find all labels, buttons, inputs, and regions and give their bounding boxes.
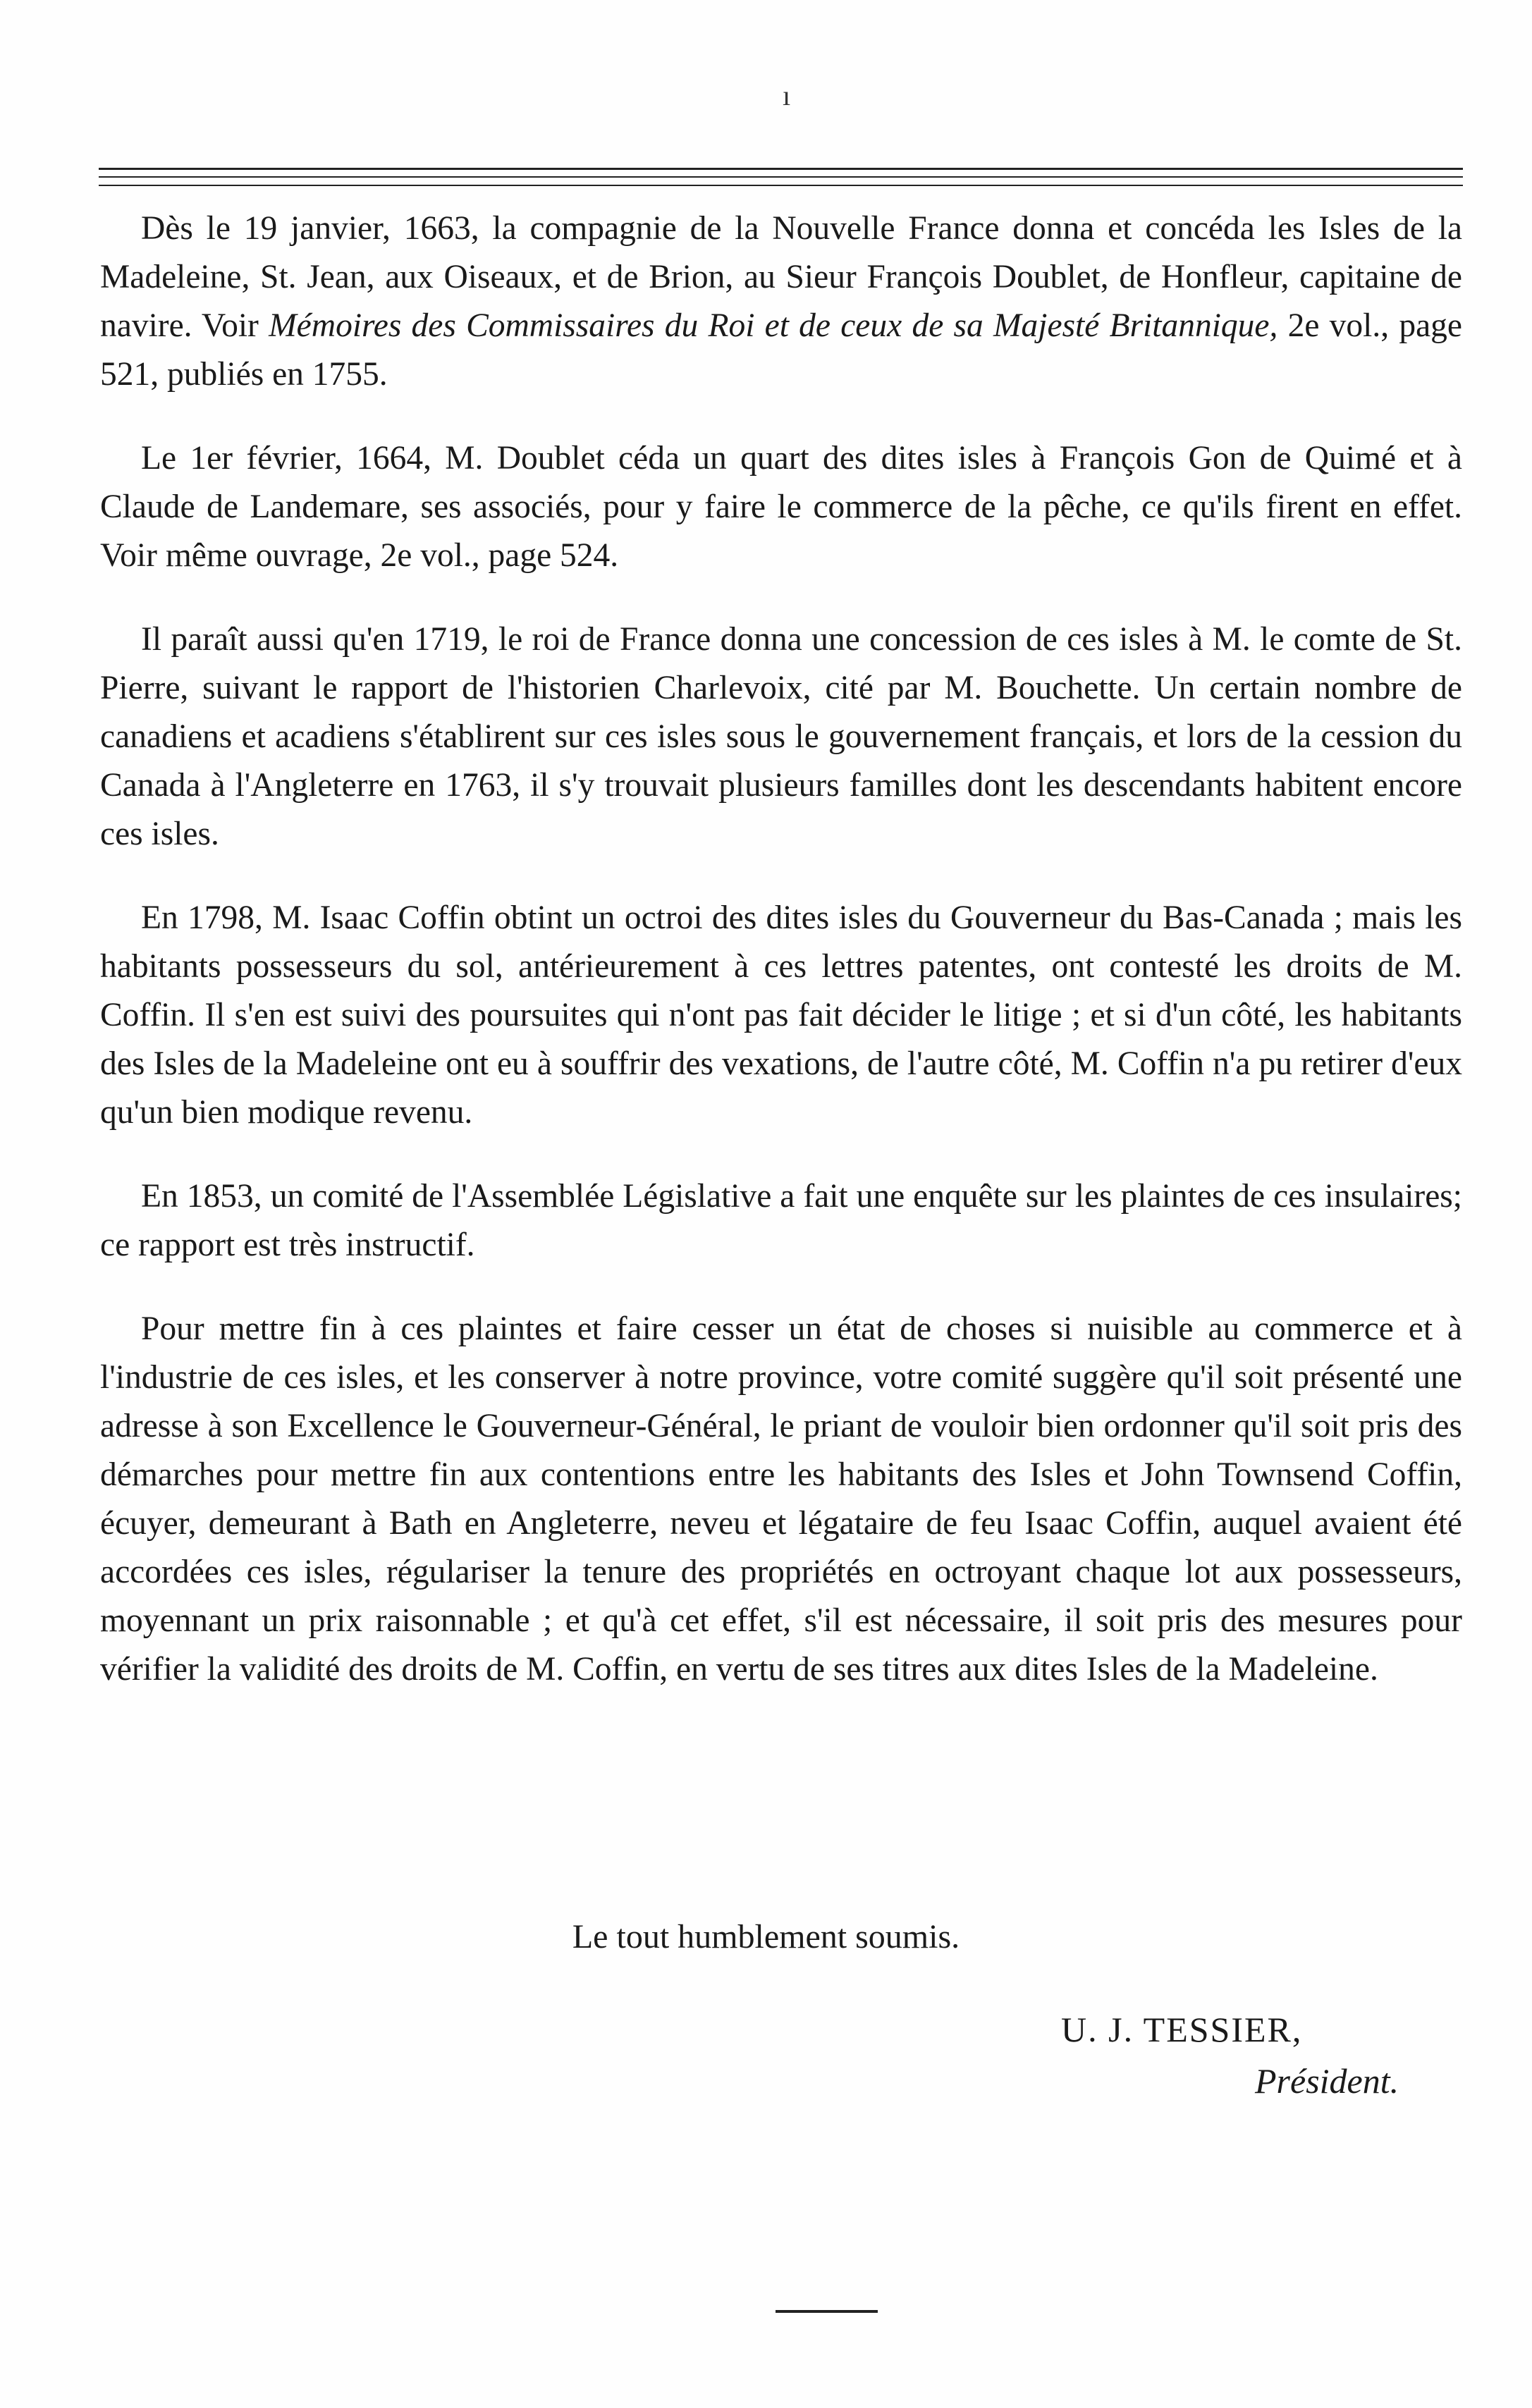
header-rule-top: [99, 168, 1463, 170]
signature-title: Président.: [1255, 2061, 1399, 2101]
paragraph-1-before: Dès le 19 janvier, 1663, la compagnie de la Nouvelle France donna et concéda les Isles de la Madeleine, St. Jean, aux Oiseaux, et de Brion, au Sieur François Doublet, de Honfleur, capitaine de navire. Voir: [100, 210, 1462, 344]
signature-name: U. J. TESSIER,: [1061, 2010, 1303, 2049]
paragraph-6: Pour mettre fin à ces plaintes et faire cesser un état de choses si nuisible au commerce et à l'industrie de ces isles, et les conserver à notre province, votre comité suggère qu'il soit présenté une adresse à son Excellence le Gouverneur-Général, le priant de vouloir bien ordonner qu'il soit pris des démarches pour mettre fin aux contentions entre les habitants des Isles et John Townsend Coffin, écuyer, demeurant à Bath en Angleterre, neveu et légataire de feu Isaac Coffin, auquel avaient été accordées ces isles, régulariser la tenure des propriétés en octroyant chaque lot aux possesseurs, moyennant un prix raisonnable ; et qu'à cet effet, s'il est nécessaire, il soit pris des mesures pour vérifier la validité des droits de M. Coffin, en vertu de ses titres aux dites Isles de la Madeleine.: [100, 1310, 1462, 1688]
body-text: [100, 204, 1462, 1729]
footer-rule: [776, 2310, 878, 2313]
paragraph-1-after: 2e vol., page 521, publiés en 1755.: [100, 307, 1462, 393]
header-rule-bottom: [99, 185, 1463, 186]
closing-line: Le tout humblement soumis.: [572, 1918, 960, 1955]
paragraph-4: En 1798, M. Isaac Coffin obtint un octroi des dites isles du Gouverneur du Bas-Canada ; mais les habitants possesseurs du sol, antérieurement à ces lettres patentes, ont contesté les droits de M. Coffin. Il s'en est suivi des poursuites qui n'ont pas fait décider le litige ; et si d'un côté, les habitants des Isles de la Madeleine ont eu à souffrir des vexations, de l'autre côté, M. Coffin n'a pu retirer d'eux qu'un bien modique revenu.: [100, 899, 1462, 1131]
paragraph-1: [100, 204, 1462, 399]
page-mark: ı: [783, 80, 791, 111]
citation-title: Mémoires des Commissaires du Roi et de ceux de sa Majesté Britannique,: [269, 307, 1278, 344]
paragraph-3: Il paraît aussi qu'en 1719, le roi de France donna une concession de ces isles à M. le comte de St. Pierre, suivant le rapport de l'historien Charlevoix, cité par M. Bouchette. Un certain nombre de canadiens et acadiens s'établirent sur ces isles sous le gouvernement français, et lors de la cession du Canada à l'Angleterre en 1763, il s'y trouvait plusieurs familles dont les descendants habitent encore ces isles.: [100, 621, 1462, 852]
paragraph-5: En 1853, un comité de l'Assemblée Législative a fait une enquête sur les plaintes de ces insulaires; ce rapport est très instructif.: [100, 1178, 1462, 1263]
paragraph-2: Le 1er février, 1664, M. Doublet céda un quart des dites isles à François Gon de Quimé et à Claude de Landemare, ses associés, pour y faire le commerce de la pêche, ce qu'ils firent en effet. Voir même ouvrage, 2e vol., page 524.: [100, 440, 1462, 574]
header-rule-middle: [99, 176, 1463, 178]
